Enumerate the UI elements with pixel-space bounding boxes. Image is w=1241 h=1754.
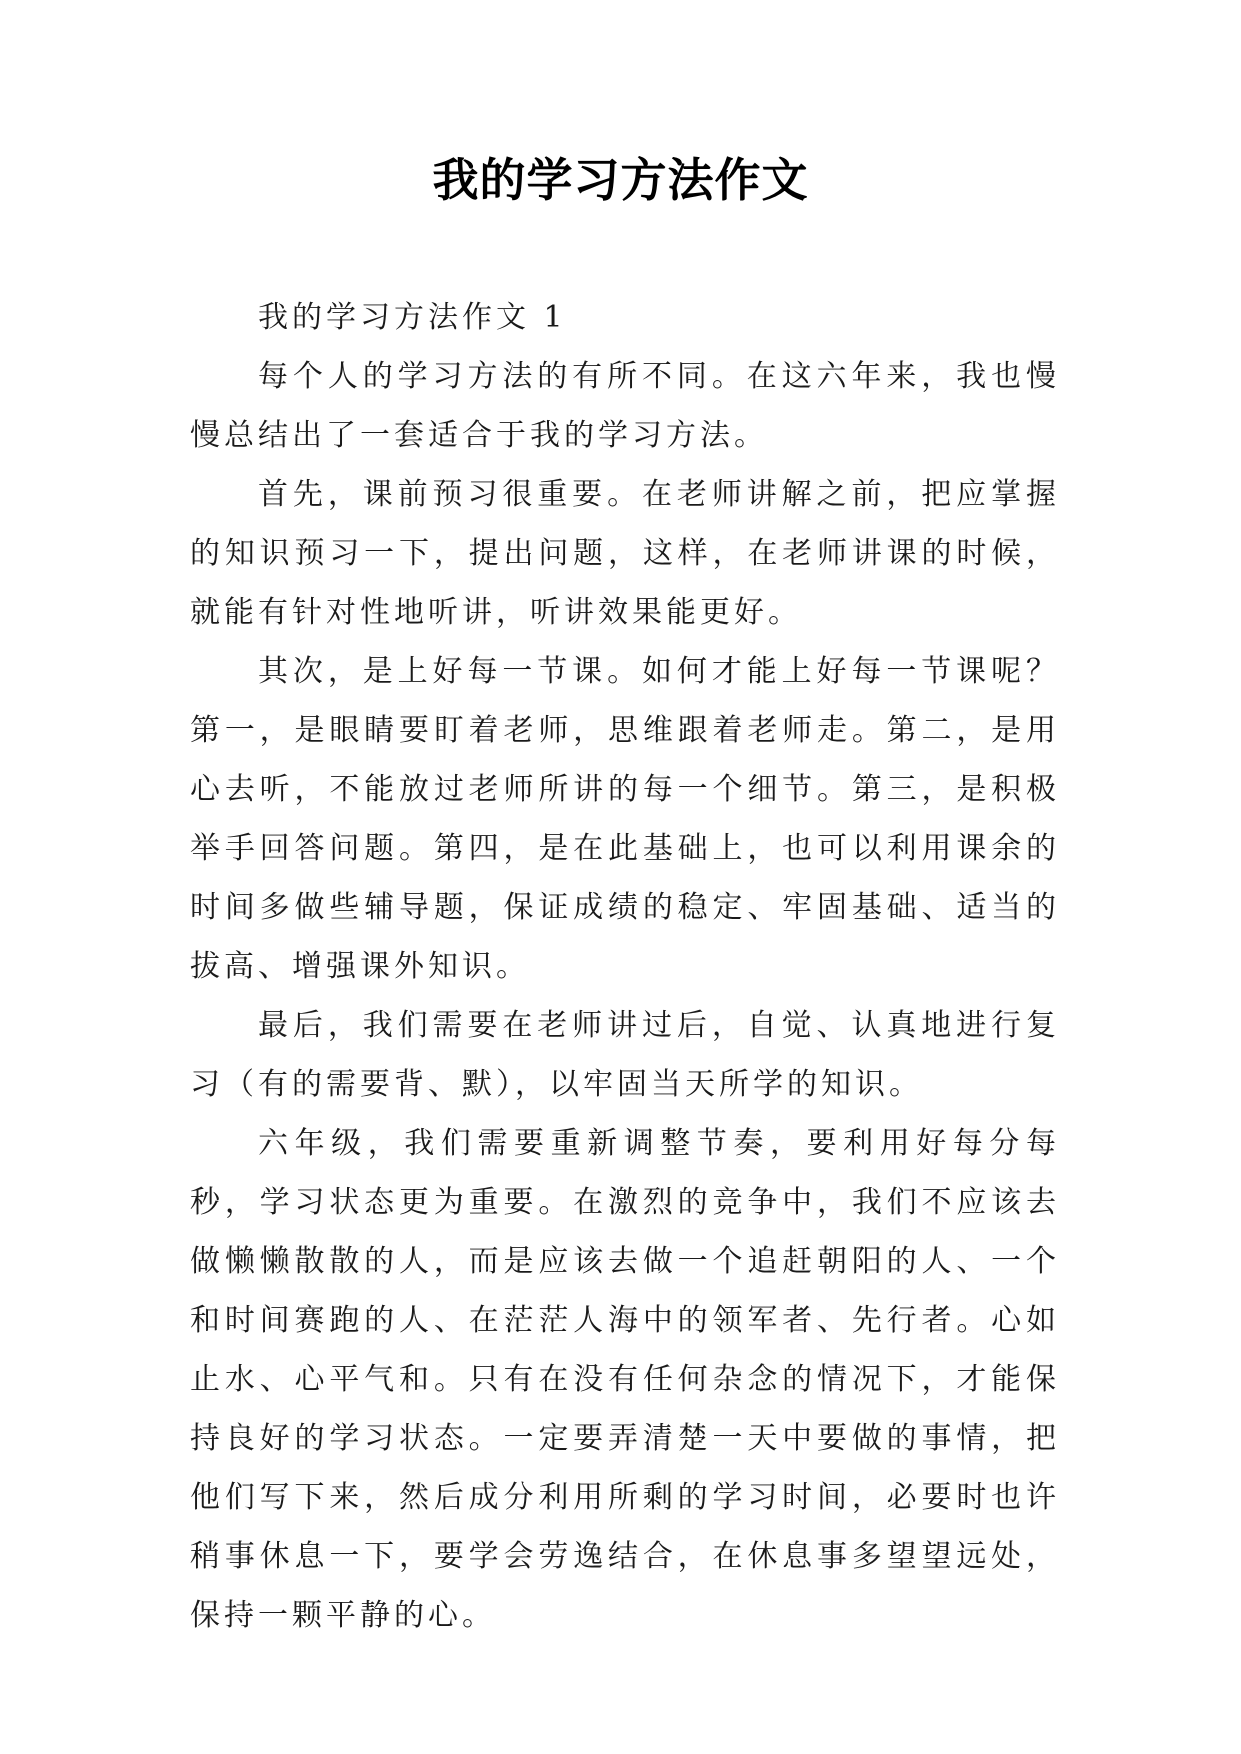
document-body <box>190 288 1060 1645</box>
paragraph: 最后，我们需要在老师讲过后，自觉、认真地进行复习（有的需要背、默），以牢固当天所学的知识。 <box>190 1008 1060 1102</box>
paragraph: 首先，课前预习很重要。在老师讲解之前，把应掌握的知识预习一下，提出问题，这样，在老师讲课的时候，就能有针对性地听讲，听讲效果能更好。 <box>190 477 1060 630</box>
paragraph: 六年级，我们需要重新调整节奏，要利用好每分每秒，学习状态更为重要。在激烈的竞争中，我们不应该去做懒懒散散的人，而是应该去做一个追赶朝阳的人、一个和时间赛跑的人、在茫茫人海中的领军者、先行者。心如止水、心平气和。只有在没有任何杂念的情况下，才能保持良好的学习状态。一定要弄清楚一天中要做的事情，把他们写下来，然后成分利用所剩的学习时间，必要时也许稍事休息一下，要学会劳逸结合，在休息事多望望远处，保持一颗平静的心。 <box>190 1126 1060 1633</box>
document-title: 我的学习方法作文 <box>432 153 809 207</box>
paragraph: 其次，是上好每一节课。如何才能上好每一节课呢？第一，是眼睛要盯着老师，思维跟着老师走。第二，是用心去听，不能放过老师所讲的每一个细节。第三，是积极举手回答问题。第四，是在此基础上，也可以利用课余的时间多做些辅导题，保证成绩的稳定、牢固基础、适当的拔高、增强课外知识。 <box>190 654 1060 984</box>
paragraph-heading: 我的学习方法作文 1 <box>258 300 567 335</box>
paragraph: 每个人的学习方法的有所不同。在这六年来，我也慢慢总结出了一套适合于我的学习方法。 <box>190 359 1060 453</box>
